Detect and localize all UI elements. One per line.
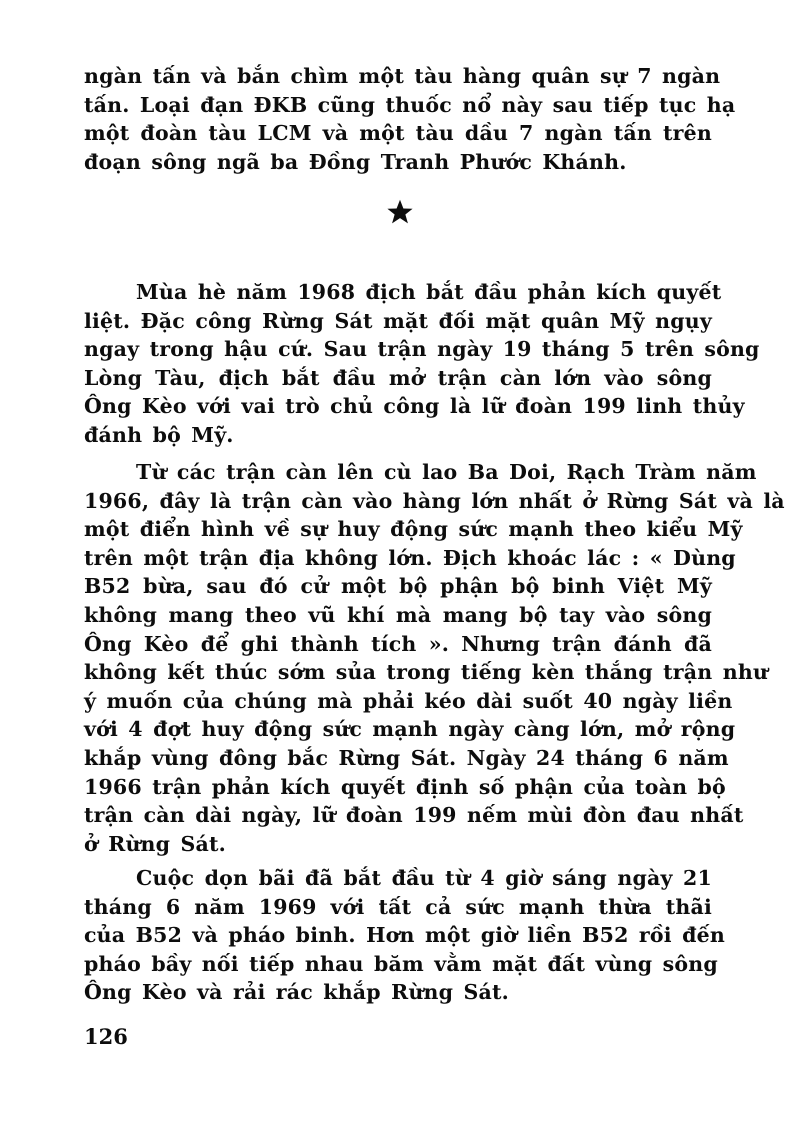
paragraph-1 bbox=[84, 62, 736, 176]
text-line: trên một trận địa không lớn. Địch khoác lác : « Dùng bbox=[84, 545, 736, 570]
text-line: với 4 đợt huy động sức mạnh ngày càng lớn, mở rộng bbox=[84, 717, 736, 742]
paragraph-3 bbox=[84, 458, 785, 858]
text-line: 1966, đây là trận càn vào hàng lớn nhất ở Rừng Sát và là bbox=[84, 488, 785, 513]
text-line: đoạn sông ngã ba Đồng Tranh Phước Khánh. bbox=[84, 149, 627, 174]
star-icon bbox=[386, 198, 414, 226]
text-line: Ông Kèo và rải rác khắp Rừng Sát. bbox=[84, 980, 509, 1005]
text-line: ngay trong hậu cứ. Sau trận ngày 19 tháng 5 trên sông bbox=[84, 337, 760, 362]
text-line: tấn. Loại đạn ĐKB cũng thuốc nổ này sau tiếp tục hạ bbox=[84, 92, 736, 117]
text-line: tháng 6 năm 1969 với tất cả sức mạnh thừa thãi bbox=[84, 894, 712, 919]
text-line: pháo bầy nối tiếp nhau băm vằm mặt đất vùng sông bbox=[84, 951, 718, 976]
paragraph-2 bbox=[84, 278, 760, 450]
text-line: trận càn dài ngày, lữ đoàn 199 nếm mùi đòn đau nhất bbox=[84, 803, 744, 828]
text-line: một đoàn tàu LCM và một tàu dầu 7 ngàn tấn trên bbox=[84, 121, 712, 146]
text-line: không mang theo vũ khí mà mang bộ tay vào sông bbox=[84, 602, 712, 627]
text-line: Mùa hè năm 1968 địch bắt đầu phản kích quyết bbox=[136, 280, 722, 304]
text-line: Lòng Tàu, địch bắt đầu mở trận càn lớn vào sông bbox=[84, 365, 712, 390]
text-line: ngàn tấn và bắn chìm một tàu hàng quân sự 7 ngàn bbox=[84, 64, 721, 88]
text-line: đánh bộ Mỹ. bbox=[84, 422, 234, 447]
text-line: Ông Kèo với vai trò chủ công là lữ đoàn 199 linh thủy bbox=[84, 394, 745, 419]
text-line: khắp vùng đông bắc Rừng Sát. Ngày 24 tháng 6 năm bbox=[84, 745, 729, 770]
text-line: ở Rừng Sát. bbox=[84, 831, 227, 856]
text-line: của B52 và pháo binh. Hơn một giờ liền B52 rồi đến bbox=[84, 923, 725, 948]
text-line: Ông Kèo để ghi thành tích ». Nhưng trận đánh đã bbox=[84, 631, 712, 656]
text-line: Cuộc dọn bãi đã bắt đầu từ 4 giờ sáng ngày 21 bbox=[136, 866, 712, 890]
text-line: Từ các trận càn lên cù lao Ba Doi, Rạch Tràm năm bbox=[136, 460, 757, 484]
text-line: ý muốn của chúng mà phải kéo dài suốt 40 ngày liền bbox=[84, 688, 733, 713]
page-number: 126 bbox=[84, 1024, 128, 1049]
text-line: 1966 trận phản kích quyết định số phận của toàn bộ bbox=[84, 774, 726, 799]
text-line: B52 bừa, sau đó cử một bộ phận bộ binh Việt Mỹ bbox=[84, 574, 712, 599]
text-line: một điển hình về sự huy động sức mạnh theo kiểu Mỹ bbox=[84, 517, 743, 542]
paragraph-4 bbox=[84, 864, 725, 1007]
text-line: liệt. Đặc công Rừng Sát mặt đối mặt quân Mỹ ngụy bbox=[84, 308, 712, 333]
text-line: không kết thúc sớm sủa trong tiếng kèn thắng trận như bbox=[84, 660, 769, 685]
